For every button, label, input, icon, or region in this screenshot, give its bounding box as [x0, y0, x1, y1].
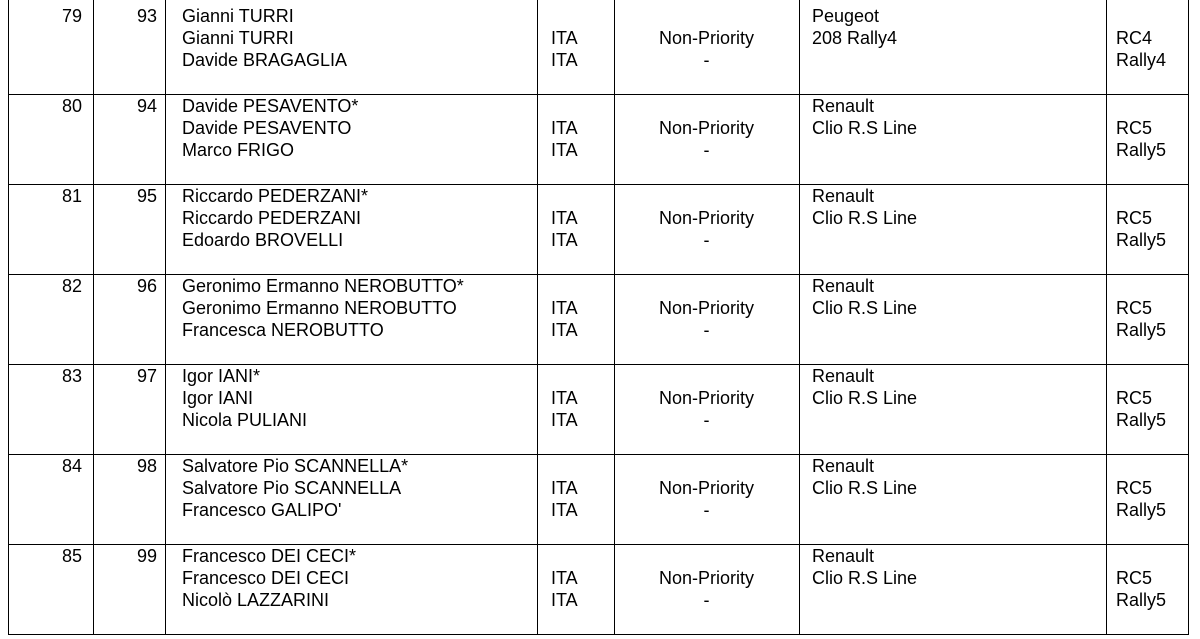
codriver-nationality: ITA [551, 50, 578, 70]
codriver-nationality: ITA [551, 140, 578, 160]
driver-name: Gianni TURRI [182, 28, 294, 48]
car-number-cell: 99 [136, 546, 157, 566]
driver-nationality: ITA [551, 568, 578, 588]
position-cell: 84 [61, 456, 82, 476]
car-number-cell: 97 [136, 366, 157, 386]
column-rule-2 [165, 0, 166, 635]
priority-status: Non-Priority [658, 118, 755, 138]
car-number-cell: 94 [136, 96, 157, 116]
entrant-name: Salvatore Pio SCANNELLA* [182, 456, 409, 476]
car-class: RC5 [1116, 478, 1153, 498]
driver-nationality: ITA [551, 118, 578, 138]
car-make: Peugeot [812, 6, 880, 26]
car-group: Rally5 [1116, 410, 1167, 430]
priority-status: Non-Priority [658, 298, 755, 318]
car-number-cell: 96 [136, 276, 157, 296]
priority-secondary: - [703, 50, 710, 70]
entrant-name: Gianni TURRI [182, 6, 294, 26]
priority-status: Non-Priority [658, 478, 755, 498]
car-make: Renault [812, 546, 875, 566]
driver-nationality: ITA [551, 28, 578, 48]
codriver-name: Marco FRIGO [182, 140, 295, 160]
codriver-nationality: ITA [551, 500, 578, 520]
car-model: Clio R.S Line [812, 388, 918, 408]
entrant-name: Geronimo Ermanno NEROBUTTO* [182, 276, 464, 296]
codriver-nationality: ITA [551, 320, 578, 340]
position-cell: 81 [61, 186, 82, 206]
car-class: RC5 [1116, 118, 1153, 138]
position-cell: 85 [61, 546, 82, 566]
entrant-name: Davide PESAVENTO* [182, 96, 359, 116]
car-model: Clio R.S Line [812, 478, 918, 498]
driver-nationality: ITA [551, 388, 578, 408]
priority-status: Non-Priority [658, 568, 755, 588]
priority-secondary: - [703, 500, 710, 520]
codriver-name: Francesca NEROBUTTO [182, 320, 384, 340]
driver-name: Igor IANI [182, 388, 254, 408]
car-group: Rally5 [1116, 500, 1167, 520]
codriver-name: Edoardo BROVELLI [182, 230, 344, 250]
car-class: RC5 [1116, 388, 1153, 408]
car-number-cell: 95 [136, 186, 157, 206]
codriver-nationality: ITA [551, 410, 578, 430]
priority-secondary: - [703, 320, 710, 340]
position-cell: 80 [61, 96, 82, 116]
driver-nationality: ITA [551, 478, 578, 498]
car-make: Renault [812, 186, 875, 206]
position-cell: 83 [61, 366, 82, 386]
car-group: Rally5 [1116, 590, 1167, 610]
car-model: Clio R.S Line [812, 298, 918, 318]
car-model: Clio R.S Line [812, 118, 918, 138]
priority-secondary: - [703, 230, 710, 250]
priority-status: Non-Priority [658, 388, 755, 408]
entrant-name: Francesco DEI CECI* [182, 546, 357, 566]
driver-nationality: ITA [551, 208, 578, 228]
priority-secondary: - [703, 410, 710, 430]
car-make: Renault [812, 456, 875, 476]
car-number-cell: 98 [136, 456, 157, 476]
car-model: 208 Rally4 [812, 28, 898, 48]
column-rule-0 [8, 0, 9, 635]
car-make: Renault [812, 96, 875, 116]
column-rule-6 [1106, 0, 1107, 635]
column-rule-7 [1188, 0, 1189, 635]
position-cell: 82 [61, 276, 82, 296]
car-group: Rally5 [1116, 140, 1167, 160]
car-group: Rally5 [1116, 320, 1167, 340]
column-rule-5 [799, 0, 800, 635]
codriver-nationality: ITA [551, 590, 578, 610]
position-cell: 79 [61, 6, 82, 26]
car-class: RC5 [1116, 298, 1153, 318]
priority-status: Non-Priority [658, 28, 755, 48]
car-model: Clio R.S Line [812, 208, 918, 228]
car-model: Clio R.S Line [812, 568, 918, 588]
driver-name: Geronimo Ermanno NEROBUTTO [182, 298, 457, 318]
car-make: Renault [812, 366, 875, 386]
priority-secondary: - [703, 140, 710, 160]
codriver-name: Francesco GALIPO' [182, 500, 342, 520]
driver-nationality: ITA [551, 298, 578, 318]
row-rule [8, 634, 1189, 635]
driver-name: Salvatore Pio SCANNELLA [182, 478, 402, 498]
car-make: Renault [812, 276, 875, 296]
priority-secondary: - [703, 590, 710, 610]
priority-status: Non-Priority [658, 208, 755, 228]
driver-name: Davide PESAVENTO [182, 118, 352, 138]
entrant-name: Riccardo PEDERZANI* [182, 186, 369, 206]
codriver-name: Nicolò LAZZARINI [182, 590, 330, 610]
car-class: RC5 [1116, 208, 1153, 228]
codriver-name: Davide BRAGAGLIA [182, 50, 348, 70]
codriver-name: Nicola PULIANI [182, 410, 308, 430]
driver-name: Francesco DEI CECI [182, 568, 350, 588]
car-class: RC4 [1116, 28, 1153, 48]
car-group: Rally4 [1116, 50, 1167, 70]
column-rule-1 [93, 0, 94, 635]
car-number-cell: 93 [136, 6, 157, 26]
car-class: RC5 [1116, 568, 1153, 588]
entrant-name: Igor IANI* [182, 366, 261, 386]
column-rule-3 [537, 0, 538, 635]
car-group: Rally5 [1116, 230, 1167, 250]
codriver-nationality: ITA [551, 230, 578, 250]
driver-name: Riccardo PEDERZANI [182, 208, 362, 228]
